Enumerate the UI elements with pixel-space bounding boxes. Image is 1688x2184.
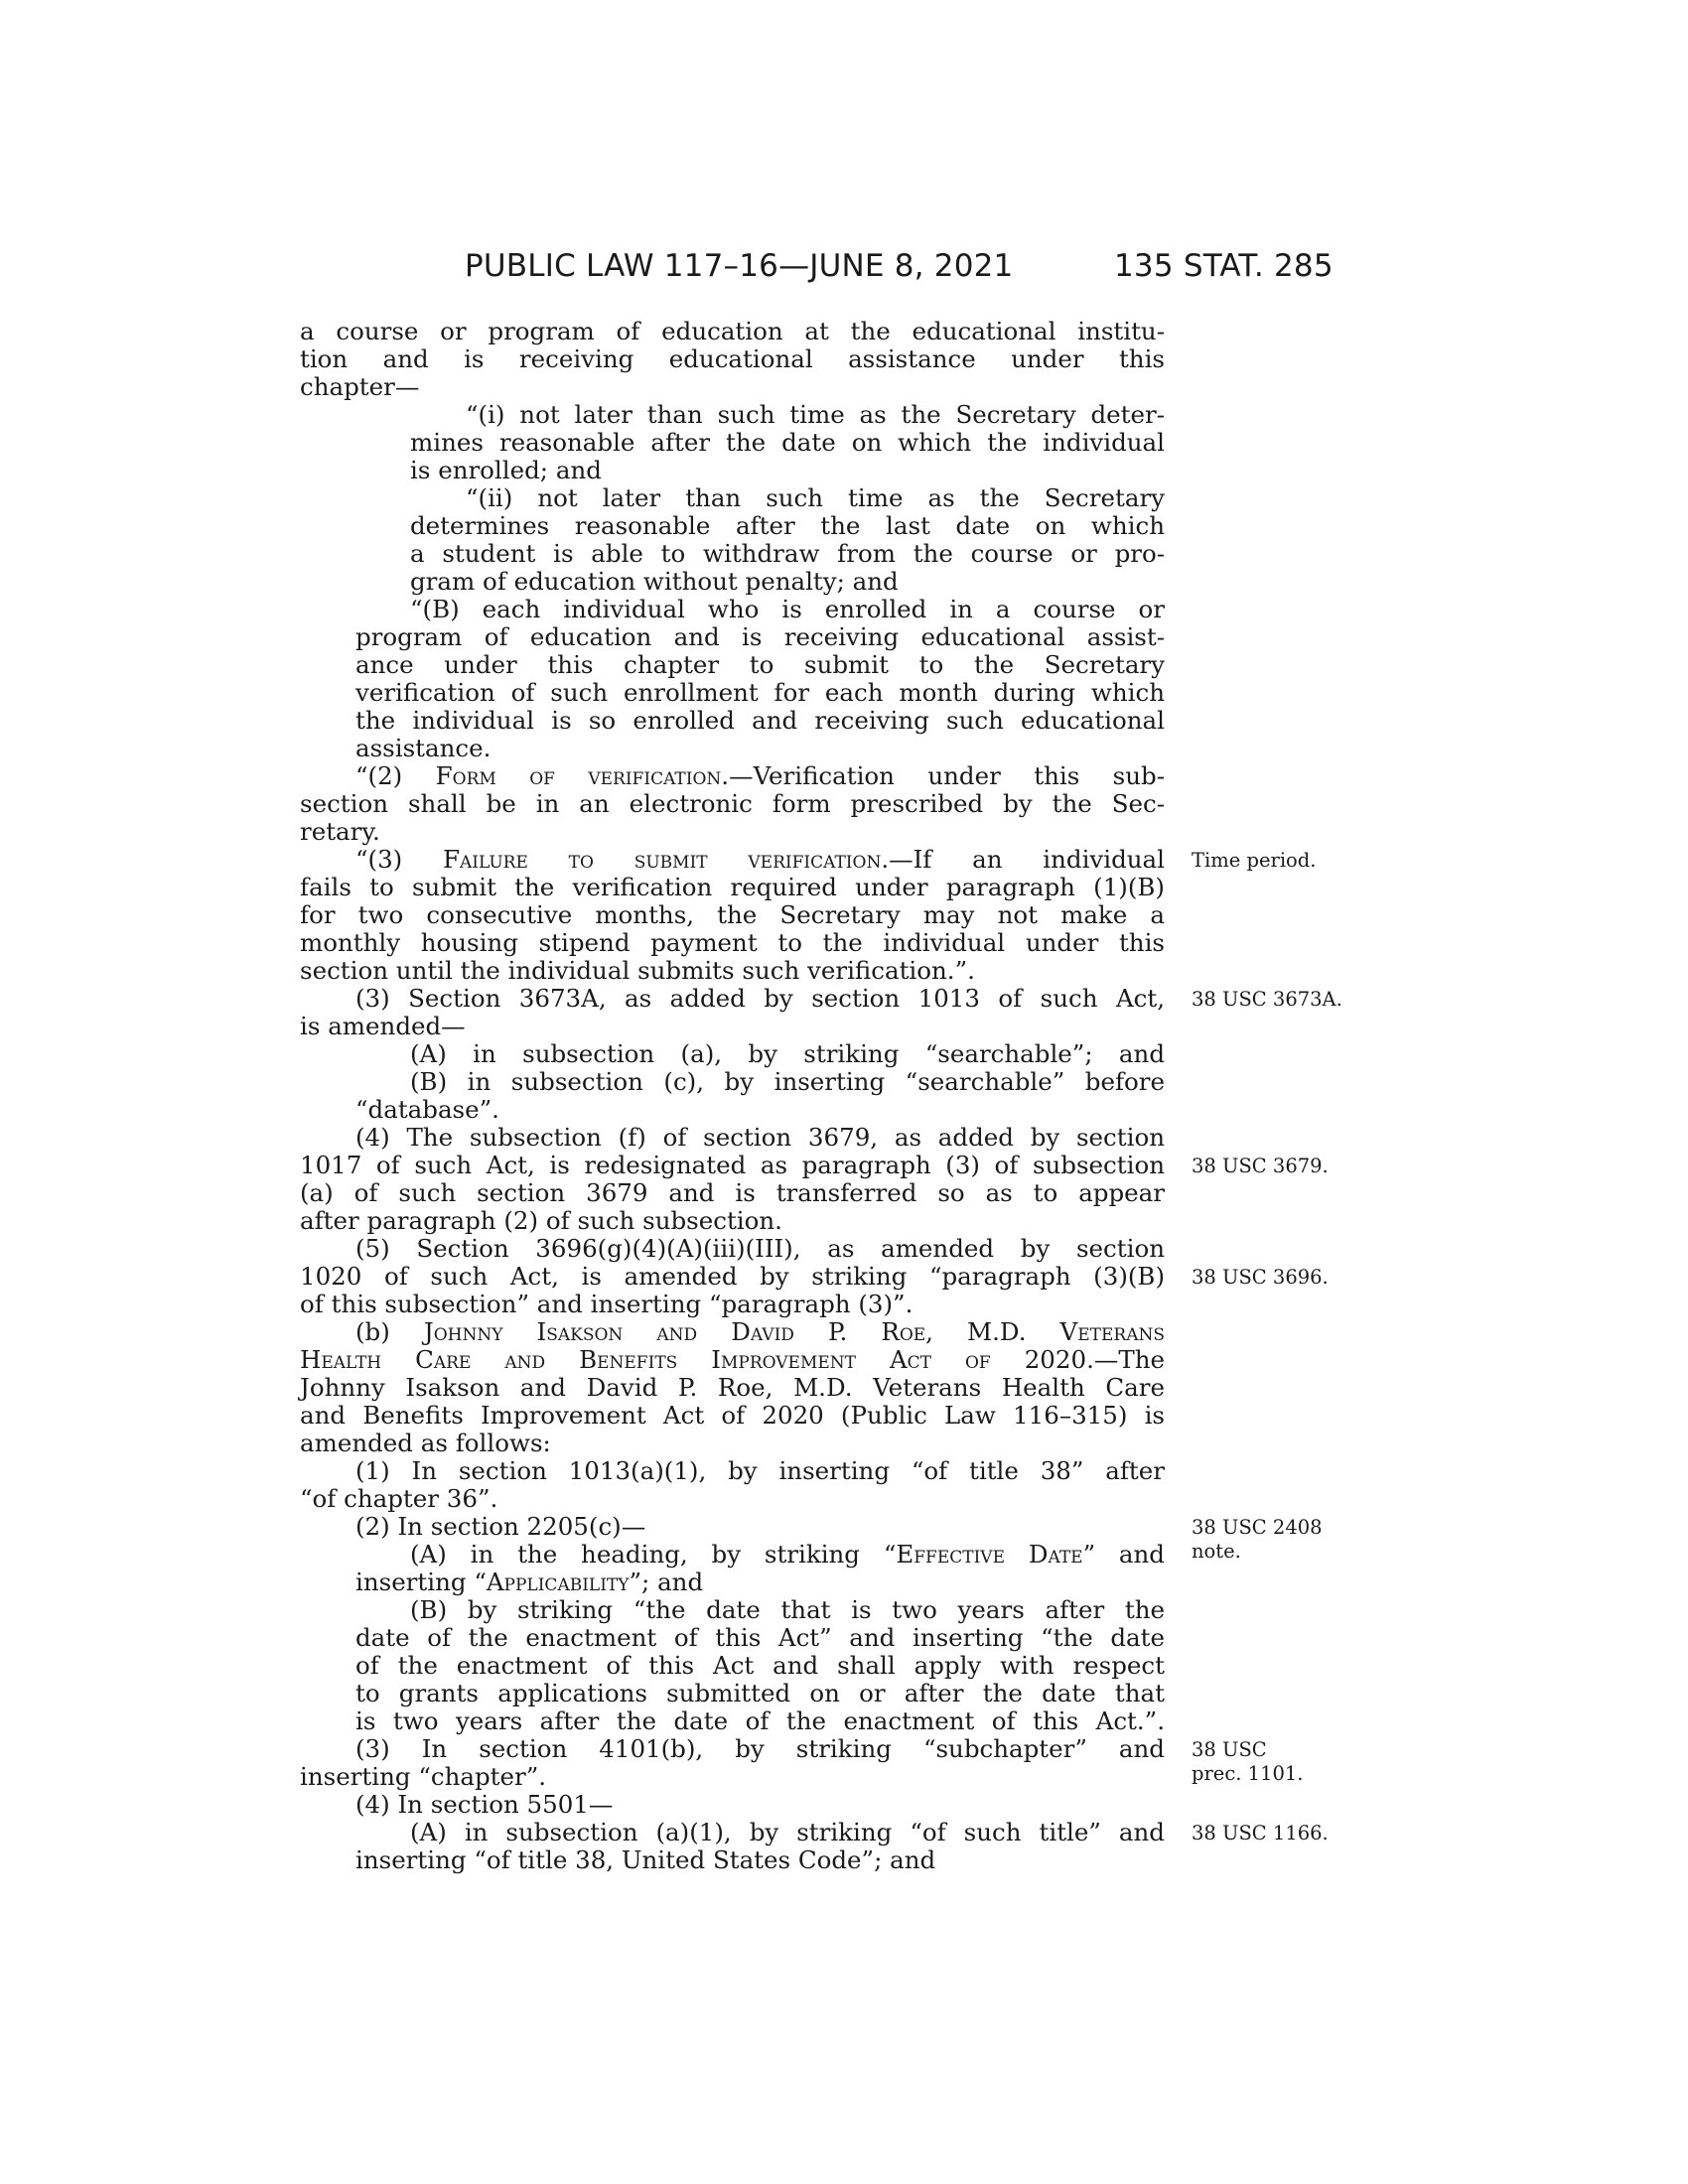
text-line: (3) Section 3673A, as added by section 1013 of such Act,	[355, 984, 1165, 1013]
quoted-heading-effective-date: Effective Date	[896, 1540, 1083, 1569]
text-line: date of the enactment of this Act” and inserting “the date	[355, 1623, 1165, 1652]
text-line: (A) in subsection (a), by striking “searchable”; and	[410, 1039, 1165, 1068]
text-line: “(i) not later than such time as the Secretary deter-	[466, 400, 1165, 429]
margin-note-usc-2408: 38 USC 2408	[1192, 1516, 1323, 1539]
text-line: section shall be in an electronic form prescribed by the Sec-	[300, 789, 1165, 818]
margin-note-usc-3673a: 38 USC 3673A.	[1192, 988, 1342, 1011]
text-line: inserting “of title 38, United States Code”; and	[355, 1845, 936, 1874]
text-line: (4) The subsection (f) of section 3679, as added by section	[355, 1123, 1165, 1152]
text-line: to grants applications submitted on or after the date that	[355, 1679, 1165, 1707]
text-line	[410, 1541, 1165, 1569]
text-line: Johnny Isakson and David P. Roe, M.D. Veterans Health Care	[300, 1373, 1165, 1402]
text-line: (5) Section 3696(g)(4)(A)(iii)(III), as amended by section	[355, 1234, 1165, 1263]
margin-note-time-period: Time period.	[1192, 849, 1317, 872]
text-line: “of chapter 36”.	[300, 1484, 498, 1513]
text-run: .—Verification under this sub-	[721, 761, 1165, 790]
margin-note-usc-2408-note: note.	[1192, 1540, 1241, 1563]
text-line: “(B) each individual who is enrolled in a course or	[410, 595, 1165, 623]
text-line: “(ii) not later than such time as the Secretary	[466, 483, 1165, 512]
text-line: (1) In section 1013(a)(1), by inserting “of title 38” after	[355, 1456, 1165, 1485]
text-line	[300, 1346, 1165, 1374]
text-line: a student is able to withdraw from the course or pro-	[410, 539, 1165, 568]
text-line: assistance.	[355, 734, 492, 762]
text-line: mines reasonable after the date on which the individual	[410, 428, 1165, 457]
text-line: inserting “chapter”.	[300, 1762, 547, 1791]
text-line: gram of education without penalty; and	[410, 567, 899, 596]
subsection-letter: (b)	[355, 1317, 424, 1346]
running-header-title: PUBLIC LAW 117–16—JUNE 8, 2021	[465, 248, 1014, 284]
margin-note-usc-3696: 38 USC 3696.	[1192, 1266, 1329, 1289]
text-line: (B) in subsection (c), by inserting “searchable” before	[410, 1067, 1165, 1096]
text-line: (4) In section 5501—	[355, 1790, 614, 1819]
margin-note-usc-3679: 38 USC 3679.	[1192, 1155, 1329, 1177]
text-line: a course or program of education at the educational institu-	[300, 317, 1165, 345]
margin-note-usc-prec-1101: 38 USC	[1192, 1738, 1267, 1761]
text-run: ” and	[1082, 1540, 1165, 1569]
text-line: ance under this chapter to submit to the Secretary	[355, 650, 1165, 679]
text-line: 1017 of such Act, is redesignated as paragraph (3) of subsection	[300, 1151, 1165, 1179]
text-line: of the enactment of this Act and shall apply with respect	[355, 1651, 1165, 1680]
act-title-heading: Johnny Isakson and David P. Roe, M.D. Veterans	[423, 1317, 1166, 1346]
quoted-heading-applicability: Applicability	[486, 1568, 630, 1596]
text-line: of this subsection” and inserting “paragraph (3)”.	[300, 1290, 914, 1318]
text-line: amended as follows:	[300, 1429, 551, 1457]
text-line: (3) In section 4101(b), by striking “subchapter” and	[355, 1734, 1165, 1763]
text-line: section until the individual submits such verification.”.	[300, 956, 975, 985]
text-line: is two years after the date of the enactment of this Act.”.	[355, 1706, 1165, 1735]
text-line: (a) of such section 3679 and is transferred so as to appear	[300, 1178, 1165, 1207]
text-line	[355, 1318, 1165, 1346]
text-line: monthly housing stipend payment to the individual under this	[300, 928, 1165, 957]
text-run: .—The	[1086, 1345, 1165, 1374]
text-line: (B) by striking “the date that is two years after the	[410, 1595, 1165, 1624]
text-line: and Benefits Improvement Act of 2020 (Public Law 116–315) is	[300, 1401, 1165, 1430]
text-line: determines reasonable after the last date on which	[410, 511, 1165, 540]
text-line	[355, 762, 1165, 790]
text-line: program of education and is receiving educational assist-	[355, 622, 1165, 651]
text-run: .—If an individual	[881, 845, 1165, 874]
paragraph-number: “(3)	[355, 845, 443, 874]
act-title-heading: Health Care and Benefits Improvement Act of 2020	[300, 1345, 1087, 1374]
text-run: inserting “	[355, 1568, 487, 1596]
text-line: after paragraph (2) of such subsection.	[300, 1206, 782, 1235]
subsection-heading-form-of-verification: Form of verification	[435, 761, 722, 790]
margin-note-usc-prec-1101-line2: prec. 1101.	[1192, 1762, 1304, 1785]
text-line: retary.	[300, 817, 380, 846]
text-line	[355, 846, 1165, 874]
text-line: tion and is receiving educational assistance under this	[300, 344, 1165, 373]
text-run: (A) in the heading, by striking “	[410, 1540, 897, 1569]
text-line: (2) In section 2205(c)—	[355, 1512, 646, 1541]
text-line: verification of such enrollment for each month during which	[355, 678, 1165, 707]
text-line: is enrolled; and	[410, 456, 602, 484]
text-line: “database”.	[355, 1095, 499, 1124]
running-header-stat-page: 135 STAT. 285	[1114, 248, 1334, 284]
paragraph-number: “(2)	[355, 761, 436, 790]
text-line: 1020 of such Act, is amended by striking “paragraph (3)(B)	[300, 1262, 1165, 1291]
text-line	[355, 1569, 1165, 1596]
text-line: chapter—	[300, 372, 420, 401]
text-line: fails to submit the verification required under paragraph (1)(B)	[300, 873, 1165, 901]
text-run: ”; and	[629, 1568, 704, 1596]
margin-note-usc-1166: 38 USC 1166.	[1192, 1822, 1329, 1844]
text-line: the individual is so enrolled and receiving such educational	[355, 706, 1165, 735]
text-line: is amended—	[300, 1012, 466, 1040]
text-line: for two consecutive months, the Secretary may not make a	[300, 900, 1165, 929]
subsection-heading-failure-to-submit: Failure to submit verification	[443, 845, 882, 874]
text-line: (A) in subsection (a)(1), by striking “of such title” and	[410, 1818, 1165, 1846]
